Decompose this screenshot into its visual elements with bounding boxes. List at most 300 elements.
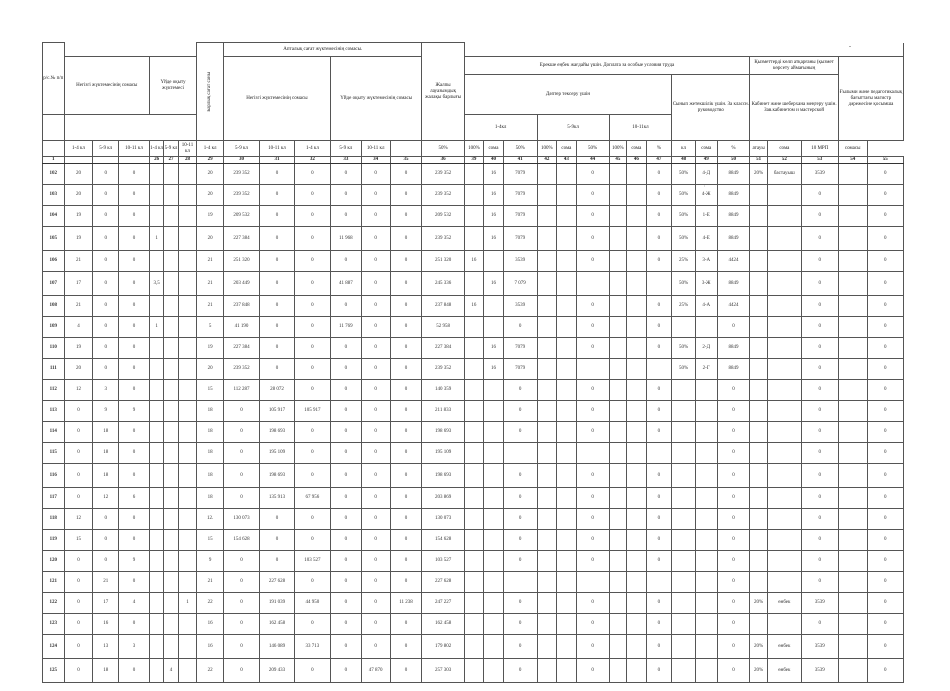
table-cell: 0 [646,227,672,251]
table-cell: 15 [197,530,224,551]
table-cell [537,338,557,359]
table-cell: 20% [750,635,767,659]
table-cell [609,422,626,443]
table-cell: 209 433 [259,659,294,683]
table-cell [149,185,163,206]
table-cell [149,164,163,185]
table-cell: 21 [197,251,224,272]
table-cell [750,185,767,206]
table-cell: 0 [330,443,361,464]
row-number-cell: 122 [43,593,65,614]
table-cell [767,401,801,422]
table-cell: 0 [867,359,903,380]
header-cabinet-mgmt: Кабинет және шеберхана меңгеру үшін. Зав.кабинетом и мастерской [750,75,838,141]
table-cell [178,185,197,206]
table-row [43,338,904,359]
table-cell [609,296,626,317]
table-cell [164,401,178,422]
table-cell: 0 [576,206,609,227]
table-cell [750,509,767,530]
table-cell [537,251,557,272]
table-cell: 0 [646,530,672,551]
table-cell: 135 913 [259,488,294,509]
column-number-cell: 31 [259,157,294,164]
table-cell: 20 [64,164,93,185]
table-row [43,593,904,614]
table-cell: 0 [390,164,422,185]
table-cell: 239 352 [223,164,259,185]
table-cell: 0 [361,251,390,272]
table-cell: 0 [330,572,361,593]
table-cell: 0 [330,593,361,614]
table-cell [164,530,178,551]
table-cell [178,659,197,683]
table-row [43,296,904,317]
table-cell: 0 [119,422,150,443]
table-cell [627,488,647,509]
table-cell: 16 [484,206,504,227]
table-cell: 0 [867,551,903,572]
table-cell: 16 [484,359,504,380]
table-cell [695,551,717,572]
header-weekly-home-load-sum: Үйде оқыту жүктемесінің сомасы [330,57,422,141]
table-cell: 0 [259,551,294,572]
table-cell [838,359,867,380]
table-cell [767,296,801,317]
table-cell [537,164,557,185]
table-cell: 0 [576,614,609,635]
table-cell: 17 [93,593,119,614]
table-cell: 0 [93,164,119,185]
table-cell: 8849 [717,359,750,380]
table-cell [164,380,178,401]
table-cell [537,296,557,317]
column-number-cell: 47 [646,157,672,164]
table-cell: 0 [64,551,93,572]
table-cell [149,572,163,593]
table-cell [149,614,163,635]
table-cell [149,551,163,572]
table-cell [609,185,626,206]
table-cell: 0 [330,551,361,572]
table-cell: 3-Ж [695,272,717,296]
table-cell: 0 [223,572,259,593]
table-cell: 0 [93,227,119,251]
table-cell [627,593,647,614]
column-number-cell: 43 [557,157,577,164]
table-row [43,251,904,272]
table-cell: 22 [197,659,224,683]
table-cell [178,272,197,296]
table-cell: 0 [867,488,903,509]
table-cell: 0 [867,401,903,422]
sub-weekly-main-5-9: 5-9 кл [223,141,259,157]
table-cell: 15 [197,380,224,401]
table-cell: 0 [330,380,361,401]
table-cell: 18 [93,443,119,464]
row-number-cell: 123 [43,614,65,635]
table-cell: 154 628 [422,530,464,551]
table-cell: 0 [801,296,838,317]
table-cell: 0 [119,185,150,206]
table-cell: 0 [64,635,93,659]
table-cell: 0 [717,317,750,338]
sub-total-salary [390,141,422,157]
table-cell: 0 [646,401,672,422]
table-cell [464,464,484,488]
table-cell [484,635,504,659]
table-cell: 0 [717,488,750,509]
table-cell: 140 359 [422,380,464,401]
table-cell: 20% [750,164,767,185]
table-cell: 19 [64,206,93,227]
sub-weekly-main-10-11: 10-11 кл [259,141,294,157]
table-cell: 0 [259,338,294,359]
table-cell: 0 [801,251,838,272]
table-cell: 0 [390,317,422,338]
column-number-cell: 29 [197,157,224,164]
table-cell: 4-Е [695,227,717,251]
table-cell: 0 [361,338,390,359]
table-cell [178,614,197,635]
row-number-cell: 106 [43,251,65,272]
table-cell [464,206,484,227]
table-cell [672,464,696,488]
header-total-hours [197,43,224,141]
table-cell: 0 [330,401,361,422]
table-cell: 251 320 [422,251,464,272]
table-cell [767,227,801,251]
table-cell: 0 [223,635,259,659]
table-cell [750,317,767,338]
table-cell [464,401,484,422]
table-cell: 112 287 [223,380,259,401]
table-cell: 6 [119,488,150,509]
table-row [43,317,904,338]
table-cell: 0 [119,464,150,488]
table-cell: 0 [576,488,609,509]
table-cell: 0 [294,317,330,338]
table-cell: 0 [361,401,390,422]
table-cell: 7 079 [503,272,537,296]
column-number-cell: 55 [867,157,903,164]
table-cell [537,185,557,206]
table-cell [484,422,504,443]
table-cell [537,359,557,380]
table-cell: 0 [330,488,361,509]
column-number-cell: 42 [537,157,557,164]
table-cell [627,185,647,206]
header-blank-sub [43,141,65,157]
sub-g5-100: 100% [537,141,557,157]
table-cell [767,422,801,443]
table-cell [537,206,557,227]
table-cell: 0 [93,206,119,227]
table-cell: 162 458 [422,614,464,635]
table-cell [609,659,626,683]
table-cell: 198 693 [422,464,464,488]
table-cell [464,488,484,509]
table-cell [557,380,577,401]
table-cell [672,401,696,422]
table-row [43,530,904,551]
table-cell: 0 [259,296,294,317]
table-cell: 0 [867,464,903,488]
table-cell: 203 869 [422,488,464,509]
table-cell [750,206,767,227]
table-cell [695,572,717,593]
column-number-cell [64,157,93,164]
table-cell: 0 [576,251,609,272]
table-cell: 0 [576,401,609,422]
table-cell: 0 [801,551,838,572]
table-cell: 0 [867,206,903,227]
table-cell: 0 [867,593,903,614]
table-cell [672,593,696,614]
table-cell: 105 917 [294,401,330,422]
table-cell [750,464,767,488]
table-cell: 0 [576,551,609,572]
table-cell [695,635,717,659]
sub-main-1-4: 1-4 кл [64,141,93,157]
table-cell: 0 [801,422,838,443]
table-cell: 0 [576,338,609,359]
table-cell: 0 [646,422,672,443]
table-cell: 0 [361,530,390,551]
table-cell: 18 [197,422,224,443]
table-cell: 179 802 [422,635,464,659]
table-cell [695,443,717,464]
table-cell: 25% [672,296,696,317]
table-cell: 0 [361,572,390,593]
table-cell [464,164,484,185]
table-cell: 239 352 [422,227,464,251]
table-cell [537,488,557,509]
table-cell: 0 [717,635,750,659]
header-class-mgmt: Сынып жетекшілік үшін. За классн. руководство [672,75,750,141]
table-cell: 8849 [717,164,750,185]
row-number-cell: 112 [43,380,65,401]
sub-g10-50: 50% [576,141,609,157]
table-cell [537,530,557,551]
table-cell [149,296,163,317]
table-cell: 0 [119,359,150,380]
table-cell: 0 [390,296,422,317]
table-cell: 16 [484,272,504,296]
table-cell [609,551,626,572]
table-cell [557,530,577,551]
table-cell [695,509,717,530]
table-cell: 7079 [503,359,537,380]
header-grade-1-4: 1-4кл [464,115,537,141]
table-cell: 0 [223,422,259,443]
table-cell: 0 [801,509,838,530]
table-cell [178,488,197,509]
table-cell [484,296,504,317]
table-cell: 0 [717,551,750,572]
table-cell: 18 [197,488,224,509]
column-number-cell: 39 [464,157,484,164]
table-cell: 227 628 [259,572,294,593]
table-cell: 9 [197,551,224,572]
table-cell: 0 [119,227,150,251]
table-cell: 0 [390,551,422,572]
table-cell [627,251,647,272]
table-cell: 0 [294,359,330,380]
table-cell [695,593,717,614]
sub-home-10-11: 10-11 кл [178,141,197,157]
table-cell: 0 [330,251,361,272]
table-cell [178,464,197,488]
table-cell: 0 [867,614,903,635]
sub-g5-50: 50% [503,141,537,157]
table-cell [484,251,504,272]
table-cell: 0 [361,551,390,572]
table-cell [164,272,178,296]
table-cell [576,443,609,464]
table-cell: 9 [119,551,150,572]
table-cell [164,572,178,593]
table-cell [767,317,801,338]
table-cell: 0 [93,272,119,296]
table-cell: 0 [361,614,390,635]
table-cell: 3,5 [149,272,163,296]
table-cell: 227 384 [223,227,259,251]
table-cell: 0 [361,317,390,338]
table-cell: 0 [867,509,903,530]
table-cell: 0 [119,659,150,683]
table-cell [178,227,197,251]
table-cell: 0 [801,572,838,593]
table-cell: 0 [93,509,119,530]
table-cell: 0 [64,422,93,443]
table-cell [178,338,197,359]
table-cell [557,296,577,317]
table-cell: 237 848 [223,296,259,317]
table-cell: 209 532 [422,206,464,227]
column-number-cell: 26 [149,157,163,164]
table-cell: 0 [576,593,609,614]
table-cell [537,635,557,659]
column-number-cell: 1 [43,157,65,164]
table-cell [609,572,626,593]
table-cell: 4 [64,317,93,338]
table-cell: 0 [867,422,903,443]
table-cell [557,422,577,443]
table-cell: 0 [64,572,93,593]
table-cell: 0 [503,509,537,530]
table-cell [695,659,717,683]
table-cell: 0 [576,317,609,338]
table-cell: 12. [197,509,224,530]
table-cell: 0 [390,185,422,206]
column-number-cell: 53 [801,157,838,164]
table-cell [557,593,577,614]
table-cell [537,659,557,683]
table-cell: 0 [801,530,838,551]
row-number-cell: 121 [43,572,65,593]
header-weekly-main-load-sum: Негізгі жүктемесінің сомасы [223,57,330,141]
table-cell: 50% [672,164,696,185]
table-cell: 0 [801,227,838,251]
table-cell [557,614,577,635]
table-cell [537,317,557,338]
table-cell: 0 [294,338,330,359]
table-cell: 0 [646,614,672,635]
table-cell: 0 [330,338,361,359]
table-cell [750,551,767,572]
table-cell: 0 [93,185,119,206]
table-row [43,206,904,227]
table-row [43,635,904,659]
table-cell [767,614,801,635]
table-cell [767,359,801,380]
table-cell: 1 [149,317,163,338]
header-scientific: Ғылыми және педагогикалық бағыттағы магистр дәрежесіне қосымша [838,57,903,141]
table-cell: 0 [390,635,422,659]
table-cell: 0 [93,317,119,338]
table-cell: 0 [361,488,390,509]
table-cell: 50% [672,272,696,296]
table-cell: 7079 [503,185,537,206]
table-cell [464,593,484,614]
sub-main-10-11: 10-11 кл [119,141,150,157]
table-cell [484,593,504,614]
table-cell [464,530,484,551]
table-cell: 0 [223,401,259,422]
column-number-cell: 30 [223,157,259,164]
table-cell: 3539 [801,635,838,659]
table-cell [767,338,801,359]
table-row [43,359,904,380]
table-row [43,464,904,488]
table-cell: 11 769 [330,317,361,338]
table-cell: 0 [390,509,422,530]
table-cell [672,380,696,401]
row-number-cell: 125 [43,659,65,683]
column-number-cell: 27 [164,157,178,164]
table-cell [149,359,163,380]
table-cell: 0 [390,422,422,443]
table-cell [178,635,197,659]
table-cell: 0 [119,272,150,296]
table-cell [537,443,557,464]
sub-class-kl: кл [672,141,696,157]
table-cell [557,551,577,572]
table-cell [609,614,626,635]
table-cell: 0 [119,380,150,401]
table-cell: 0 [503,635,537,659]
table-cell: 0 [119,614,150,635]
table-cell: 7079 [503,206,537,227]
header-grade-10-11: 10-11кл [609,115,672,141]
table-cell [767,572,801,593]
table-cell: өнбек [767,593,801,614]
table-cell: 50% [672,227,696,251]
table-cell: 0 [259,530,294,551]
table-cell: 245 336 [422,272,464,296]
table-cell: 0 [576,530,609,551]
table-cell [627,272,647,296]
table-cell [627,227,647,251]
table-cell: 0 [294,509,330,530]
table-cell: 0 [646,635,672,659]
table-cell [627,317,647,338]
table-cell [576,359,609,380]
table-cell [609,206,626,227]
table-cell [838,488,867,509]
table-cell: 16 [484,338,504,359]
